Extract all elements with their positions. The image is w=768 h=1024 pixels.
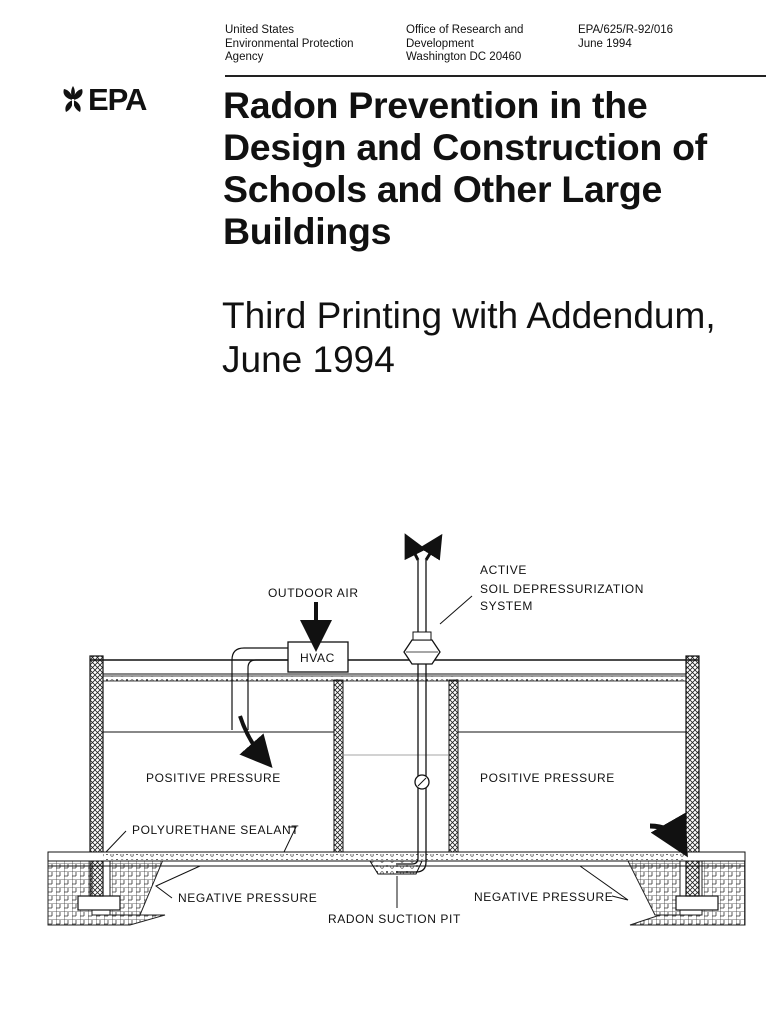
label-radon-suction-pit: RADON SUCTION PIT — [328, 912, 461, 926]
fan-icon — [404, 632, 440, 664]
document-title: Radon Prevention in the Design and Construction of Schools and Other Large Buildings — [223, 84, 707, 252]
interior-wall-2 — [449, 680, 458, 852]
header-doc-id: EPA/625/R-92/016 June 1994 — [578, 24, 674, 50]
label-negative-pressure-left: NEGATIVE PRESSURE — [178, 891, 318, 905]
soil-gas-arrow — [650, 826, 678, 840]
pressure-gauge-icon — [415, 775, 429, 789]
label-active: ACTIVE — [480, 563, 527, 577]
label-positive-pressure-left: POSITIVE PRESSURE — [146, 771, 281, 785]
leader-active-system — [440, 596, 472, 624]
exhaust-arrows-icon — [410, 544, 436, 560]
radon-diagram — [0, 520, 768, 940]
suction-pipe — [396, 560, 426, 872]
document-subtitle: Third Printing with Addendum, June 1994 — [222, 295, 716, 380]
label-negative-pressure-right: NEGATIVE PRESSURE — [474, 890, 614, 904]
leader-sealant-left — [106, 831, 126, 852]
footing-left — [78, 896, 120, 910]
label-positive-pressure-right: POSITIVE PRESSURE — [480, 771, 615, 785]
label-system: SYSTEM — [480, 599, 533, 613]
label-outdoor-air: OUTDOOR AIR — [268, 586, 359, 600]
epa-flower-icon — [60, 86, 86, 114]
interior-wall-1 — [334, 680, 343, 852]
epa-logo-text: EPA — [88, 82, 147, 117]
epa-logo — [60, 82, 146, 118]
hvac-discharge-arrow — [240, 716, 262, 756]
label-hvac: HVAC — [300, 651, 335, 665]
header-office: Office of Research and Development Washington DC 20460 — [406, 24, 524, 63]
footing-right — [676, 896, 718, 910]
label-soil-depressurization: SOIL DEPRESSURIZATION — [480, 582, 644, 596]
label-polyurethane-sealant: POLYURETHANE SEALANT — [132, 823, 300, 837]
roof — [90, 660, 699, 681]
header-rule — [225, 75, 766, 77]
header-agency: United States Environmental Protection Agency — [225, 24, 354, 63]
